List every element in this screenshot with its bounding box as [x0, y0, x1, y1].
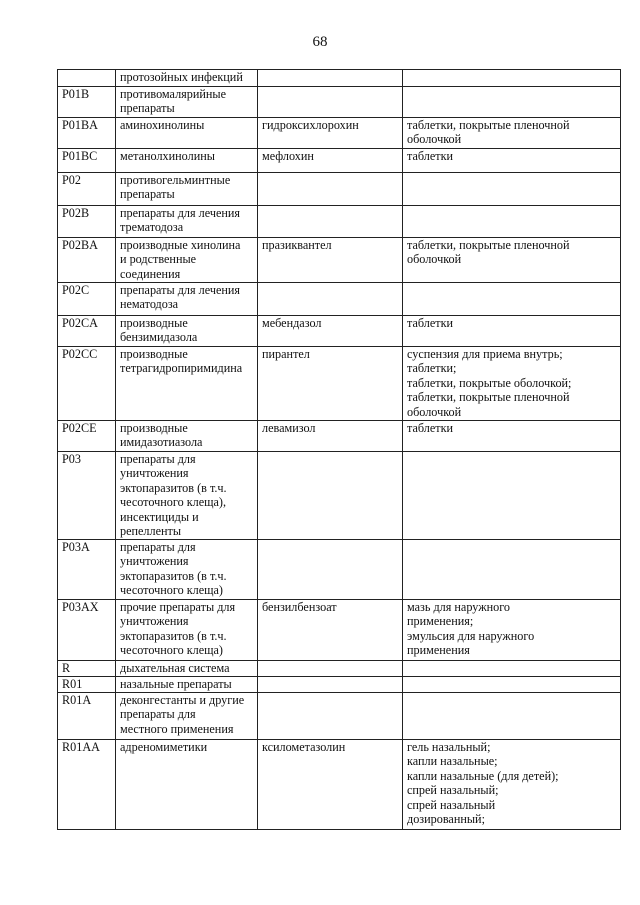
dosage-form-cell — [403, 540, 621, 600]
substance-cell: мефлохин — [258, 149, 403, 173]
atc-code-cell: P01B — [58, 87, 116, 118]
group-name-cell: производные тетрагидропиримидина — [116, 347, 258, 421]
table-row — [58, 540, 621, 600]
substance-cell: бензилбензоат — [258, 600, 403, 661]
dosage-form-cell — [403, 677, 621, 693]
atc-code-cell: P03AX — [58, 600, 116, 661]
substance-cell — [258, 70, 403, 87]
group-name-cell: противогельминтные препараты — [116, 173, 258, 206]
substance-cell: мебендазол — [258, 316, 403, 347]
table-row — [58, 677, 621, 693]
table-row — [58, 118, 621, 149]
substance-cell: пирантел — [258, 347, 403, 421]
group-name-cell: препараты для уничтожения эктопаразитов (в т.ч. чесоточного клеща), инсектициды и репелленты — [116, 452, 258, 540]
table-row — [58, 87, 621, 118]
table-row — [58, 149, 621, 173]
atc-code-cell: P03A — [58, 540, 116, 600]
group-name-cell: производные имидазотиазола — [116, 421, 258, 452]
substance-cell — [258, 206, 403, 238]
table-row — [58, 421, 621, 452]
dosage-form-cell: таблетки, покрытые пленочной оболочкой — [403, 238, 621, 283]
dosage-form-cell: мазь для наружного применения; эмульсия для наружного применения — [403, 600, 621, 661]
dosage-form-cell: суспензия для приема внутрь; таблетки; таблетки, покрытые оболочкой; таблетки, покрытые пленочной оболочкой — [403, 347, 621, 421]
table-row — [58, 452, 621, 540]
substance-cell: празиквантел — [258, 238, 403, 283]
group-name-cell: препараты для уничтожения эктопаразитов (в т.ч. чесоточного клеща) — [116, 540, 258, 600]
table-row — [58, 693, 621, 740]
table-row — [58, 740, 621, 830]
table-row — [58, 316, 621, 347]
dosage-form-cell — [403, 70, 621, 87]
table-row — [58, 283, 621, 316]
group-name-cell: прочие препараты для уничтожения эктопаразитов (в т.ч. чесоточного клеща) — [116, 600, 258, 661]
atc-code-cell: P02C — [58, 283, 116, 316]
atc-code-cell: P01BC — [58, 149, 116, 173]
dosage-form-cell: таблетки — [403, 316, 621, 347]
table-row — [58, 206, 621, 238]
group-name-cell: производные хинолина и родственные соединения — [116, 238, 258, 283]
table-row — [58, 238, 621, 283]
group-name-cell: метанолхинолины — [116, 149, 258, 173]
dosage-form-cell — [403, 693, 621, 740]
group-name-cell: препараты для лечения нематодоза — [116, 283, 258, 316]
group-name-cell: протозойных инфекций — [116, 70, 258, 87]
dosage-form-cell — [403, 452, 621, 540]
group-name-cell: препараты для лечения трематодоза — [116, 206, 258, 238]
dosage-form-cell: гель назальный; капли назальные; капли назальные (для детей); спрей назальный; спрей назальный дозированный; — [403, 740, 621, 830]
atc-code-cell: P02CA — [58, 316, 116, 347]
table-row — [58, 347, 621, 421]
substance-cell — [258, 693, 403, 740]
atc-code-cell: P01BA — [58, 118, 116, 149]
page-number: 68 — [312, 34, 328, 50]
atc-code-cell — [58, 70, 116, 87]
group-name-cell: адреномиметики — [116, 740, 258, 830]
substance-cell — [258, 540, 403, 600]
group-name-cell: производные бензимидазола — [116, 316, 258, 347]
atc-code-cell: R01 — [58, 677, 116, 693]
substance-cell: левамизол — [258, 421, 403, 452]
atc-code-cell: R — [58, 661, 116, 677]
atc-code-cell: P02CE — [58, 421, 116, 452]
group-name-cell: аминохинолины — [116, 118, 258, 149]
dosage-form-cell: таблетки — [403, 149, 621, 173]
atc-code-cell: P03 — [58, 452, 116, 540]
substance-cell: гидроксихлорохин — [258, 118, 403, 149]
drug-classification-table — [57, 69, 621, 830]
dosage-form-cell: таблетки — [403, 421, 621, 452]
substance-cell — [258, 283, 403, 316]
substance-cell: ксилометазолин — [258, 740, 403, 830]
atc-code-cell: P02BA — [58, 238, 116, 283]
table-row — [58, 661, 621, 677]
dosage-form-cell — [403, 283, 621, 316]
atc-code-cell: R01A — [58, 693, 116, 740]
atc-code-cell: R01AA — [58, 740, 116, 830]
group-name-cell: назальные препараты — [116, 677, 258, 693]
atc-code-cell: P02 — [58, 173, 116, 206]
atc-code-cell: P02CC — [58, 347, 116, 421]
substance-cell — [258, 661, 403, 677]
substance-cell — [258, 677, 403, 693]
dosage-form-cell — [403, 173, 621, 206]
substance-cell — [258, 87, 403, 118]
group-name-cell: противомалярийные препараты — [116, 87, 258, 118]
table-row — [58, 600, 621, 661]
substance-cell — [258, 173, 403, 206]
dosage-form-cell — [403, 87, 621, 118]
dosage-form-cell — [403, 206, 621, 238]
dosage-form-cell: таблетки, покрытые пленочной оболочкой — [403, 118, 621, 149]
dosage-form-cell — [403, 661, 621, 677]
table-row — [58, 70, 621, 87]
substance-cell — [258, 452, 403, 540]
atc-code-cell: P02B — [58, 206, 116, 238]
table-row — [58, 173, 621, 206]
group-name-cell: дыхательная система — [116, 661, 258, 677]
group-name-cell: деконгестанты и другие препараты для местного применения — [116, 693, 258, 740]
